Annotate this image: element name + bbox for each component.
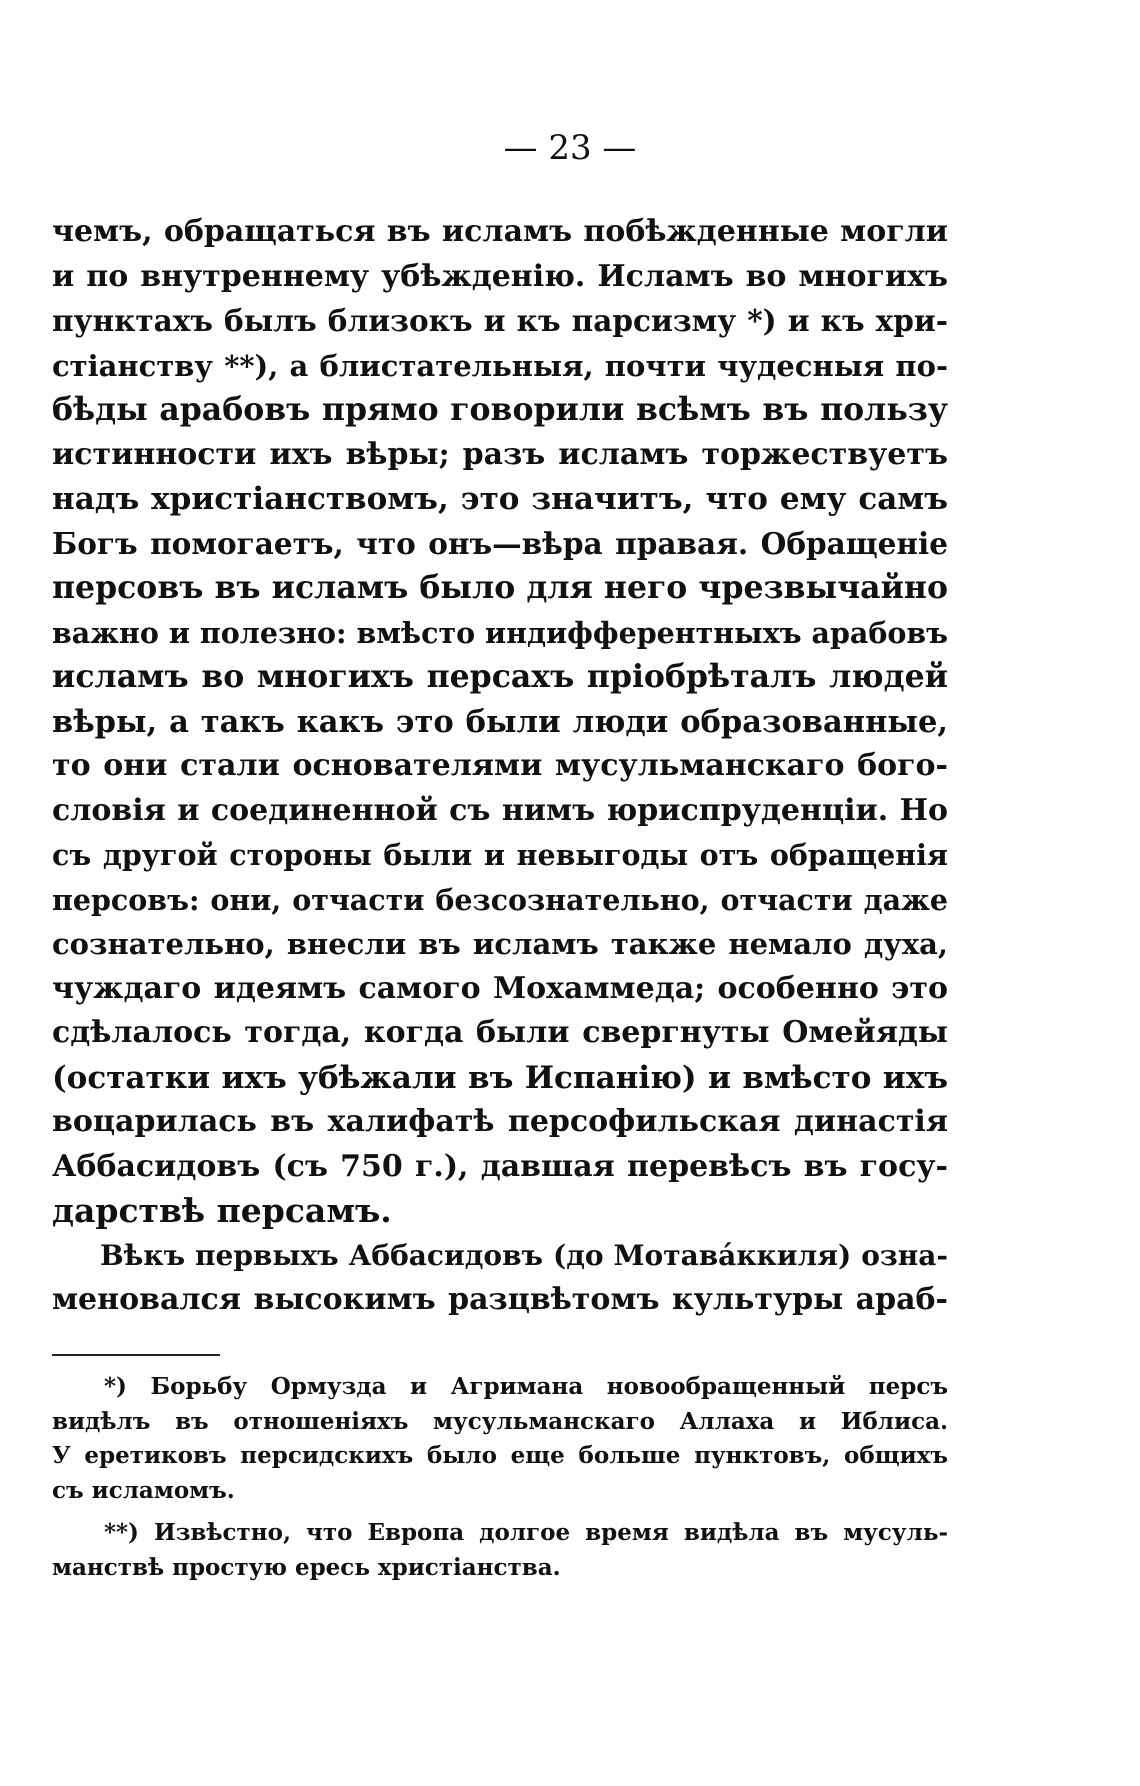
text-line: стіанству **), а блистательныя, почти чудесныя по-: [52, 348, 948, 383]
text-line: Аббасидовъ (съ 750 г.), давшая перевѣсъ въ госу-: [52, 1148, 948, 1184]
text-line: сдѣлалось тогда, когда были свергнуты Омейяды: [52, 1015, 948, 1050]
text-line: персовъ: они, отчасти безсознательно, отчасти даже: [52, 882, 948, 917]
main-text: [52, 210, 948, 1323]
text-line: Вѣкъ первыхъ Аббасидовъ (до Мотава́ккиля) озна-: [100, 1238, 948, 1272]
text-line: исламъ во многихъ персахъ пріобрѣталъ людей: [52, 658, 948, 695]
footnote-gap: [52, 1508, 948, 1516]
text-line: воцарилась въ халифатѣ персофильская династія: [52, 1104, 948, 1139]
text-line: дарствѣ персамъ.: [52, 1191, 392, 1230]
text-line: чемъ, обращаться въ исламъ побѣжденные могли: [52, 214, 948, 249]
text-line: персовъ въ исламъ было для него чрезвычайно: [52, 569, 948, 606]
text-line: (остатки ихъ убѣжали въ Испанію) и вмѣсто ихъ: [52, 1059, 948, 1096]
footnote-line: *) Борьбу Ормузда и Агримана новообращенный персъ: [104, 1373, 948, 1400]
text-line: пунктахъ былъ близокъ и къ парсизму *) и къ хри-: [52, 303, 948, 338]
footnote-1: [52, 1370, 948, 1508]
footnotes: [52, 1370, 948, 1585]
footnote-line: манствѣ простую ересь христіанства.: [52, 1553, 561, 1581]
footnote-line: съ исламомъ.: [52, 1476, 235, 1504]
text-line: сознательно, внесли въ исламъ также немало духа,: [52, 927, 948, 961]
footnote-separator: [52, 1354, 220, 1356]
footnote-line: **) Извѣстно, что Европа долгое время видѣла въ мусуль-: [104, 1519, 948, 1546]
text-line: важно и полезно: вмѣсто индифферентныхъ арабовъ: [52, 615, 949, 650]
footnote-2: [52, 1516, 948, 1585]
text-line: чуждаго идеямъ самого Мохаммеда; особенно это: [52, 970, 948, 1006]
text-line: Богъ помогаетъ, что онъ—вѣра правая. Обращеніе: [52, 525, 948, 561]
text-line: надъ христіанствомъ, это значитъ, что ему самъ: [52, 481, 948, 517]
footnote-line: У еретиковъ персидскихъ было еще больше пунктовъ, общихъ: [52, 1442, 948, 1469]
text-line: вѣры, а такъ какъ это были люди образованные,: [52, 703, 948, 740]
text-line: бѣды арабовъ прямо говорили всѣмъ въ пользу: [52, 391, 948, 428]
text-line: и по внутреннему убѣжденію. Исламъ во многихъ: [52, 258, 948, 294]
text-line: словія и соединенной съ нимъ юриспруденціи. Но: [52, 792, 948, 828]
text-line: истинности ихъ вѣры; разъ исламъ торжествуетъ: [52, 436, 948, 472]
page-number: — 23 —: [503, 128, 637, 168]
footnote-line: видѣлъ въ отношеніяхъ мусульманскаго Аллаха и Иблиса.: [52, 1407, 948, 1435]
text-line: то они стали основателями мусульманскаго бого-: [52, 748, 948, 783]
text-line: съ другой стороны были и невыгоды отъ обращенія: [52, 838, 948, 872]
text-line: меновался высокимъ разцвѣтомъ культуры араб-: [52, 1282, 948, 1317]
